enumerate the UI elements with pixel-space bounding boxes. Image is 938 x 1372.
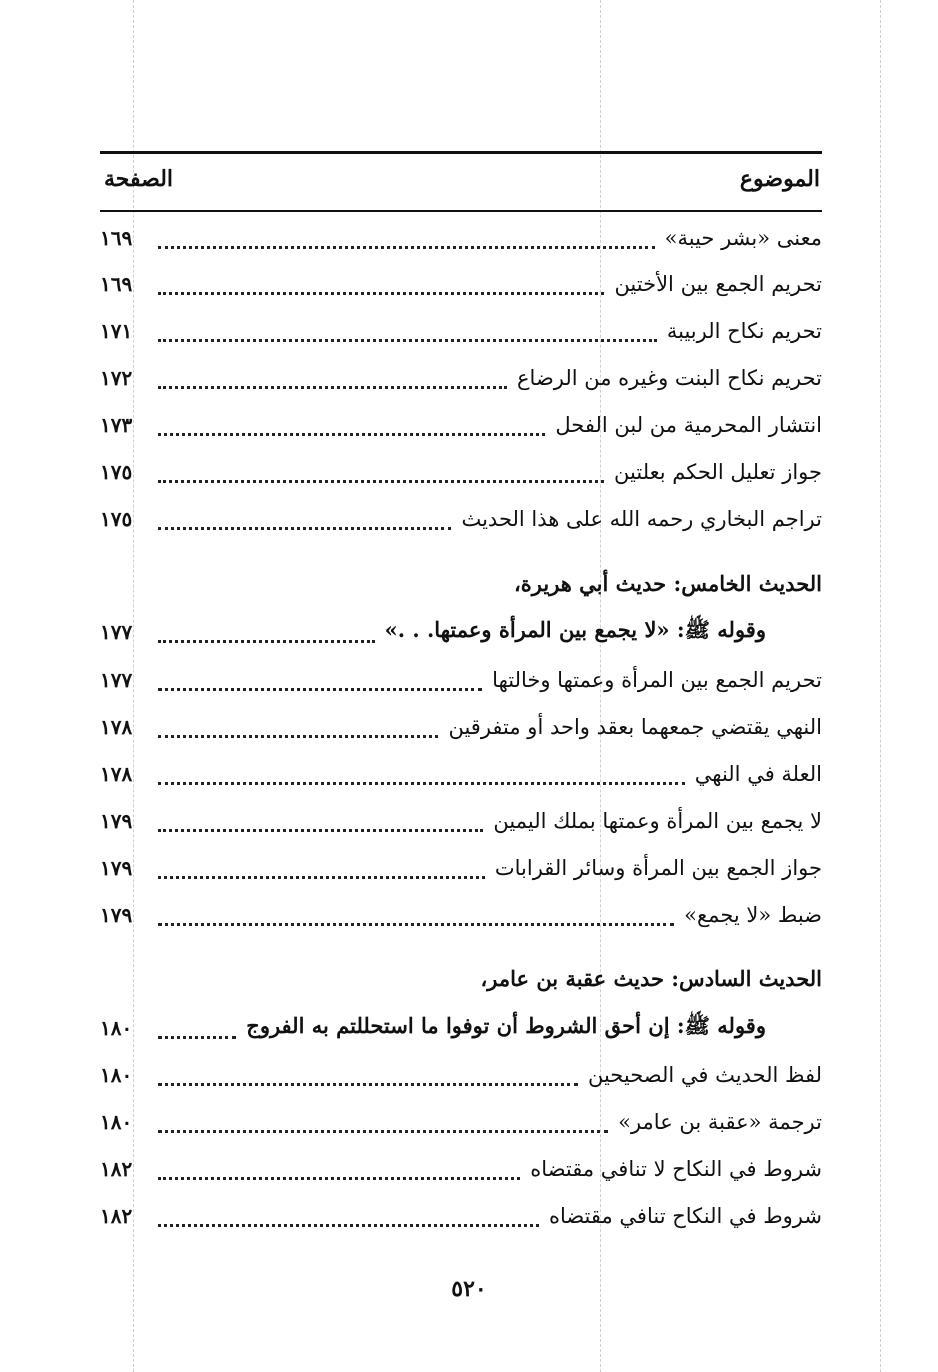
leader-dots [158,1130,608,1133]
toc-entry [100,499,822,539]
section-heading: الحديث السادس: حديث عقبة بن عامر، [480,966,822,991]
entry-title: تحريم نكاح الربيبة [666,319,822,343]
leader-dots [158,876,485,879]
header-bottom-rule [100,210,822,212]
entry-page: ١٨٢ [100,1157,133,1181]
entry-page: ١٧٨ [100,715,133,739]
entry-page: ١٧٩ [100,856,133,880]
entry-title: لا يجمع بين المرأة وعمتها بملك اليمين [493,809,822,833]
toc-entry [100,1008,822,1048]
entry-title: شروط في النكاح تنافي مقتضاه [548,1204,822,1228]
entry-page: ١٨٢ [100,1204,133,1228]
entry-page: ١٧٧ [100,668,133,692]
toc-entry [100,358,822,398]
entry-page: ١٦٩ [100,226,133,250]
toc-entry [100,1055,822,1095]
leader-dots [158,527,451,530]
leader-dots [158,1177,520,1180]
leader-dots [158,1083,578,1086]
entry-title: تحريم الجمع بين المرأة وعمتها وخالتها [492,668,822,692]
toc-entry [100,660,822,700]
leader-dots [158,246,655,249]
leader-dots [158,688,482,691]
entry-page: ١٨٠ [100,1110,133,1134]
entry-title: وقوله ﷺ: «لا يجمع بين المرأة وعمتها. . .» [384,616,766,642]
entry-title: جواز تعليل الحكم بعلتين [614,460,822,484]
entry-title: ضبط «لا يجمع» [684,903,822,927]
entry-page: ١٧٩ [100,903,133,927]
toc-entry [100,264,822,304]
entry-title: شروط في النكاح لا تنافي مقتضاه [530,1157,822,1181]
toc-entry [100,405,822,445]
toc-entry [100,452,822,492]
leader-dots [158,339,657,342]
toc-entry [100,848,822,888]
entry-page: ١٨٠ [100,1063,133,1087]
entry-title: انتشار المحرمية من لبن الفحل [555,413,822,437]
entry-title: النهي يقتضي جمعهما بعقد واحد أو متفرقين [448,715,822,739]
entry-title: تراجم البخاري رحمه الله على هذا الحديث [461,507,822,531]
entry-page: ١٧٥ [100,507,133,531]
entry-page: ١٧٢ [100,366,133,390]
entry-title: تحريم نكاح البنت وغيره من الرضاع [517,366,822,390]
scan-guide-line [880,0,881,1372]
entry-title: لفظ الحديث في الصحيحين [587,1063,822,1087]
entry-title: تحريم الجمع بين الأختين [614,272,822,296]
entry-page: ١٧٧ [100,620,133,644]
entry-page: ١٦٩ [100,272,133,296]
entry-page: ١٧٣ [100,413,133,437]
entry-page: ١٧٨ [100,762,133,786]
entry-page: ١٧٥ [100,460,133,484]
page-number: ٥٢٠ [451,1276,487,1302]
toc-entry [100,754,822,794]
toc-entry [100,801,822,841]
toc-entry [100,895,822,935]
toc-entry [100,1196,822,1236]
entry-title: العلة في النهي [694,762,822,786]
entry-title: ترجمة «عقبة بن عامر» [618,1110,822,1134]
leader-dots [158,1224,539,1227]
leader-dots [158,923,674,926]
toc-entry [100,1149,822,1189]
leader-dots [158,829,483,832]
entry-title: جواز الجمع بين المرأة وسائر القرابات [494,856,822,880]
leader-dots [158,735,438,738]
entry-title: معنى «بشر حيبة» [664,226,822,250]
leader-dots [158,292,604,295]
toc-entry [100,1102,822,1142]
entry-title: وقوله ﷺ: إن أحق الشروط أن توفوا ما استحللتم به الفروج [246,1012,766,1038]
header-top-rule [100,151,822,154]
toc-entry [100,218,822,258]
entry-page: ١٧١ [100,319,133,343]
leader-dots [158,1036,236,1039]
leader-dots [158,386,507,389]
section-heading: الحديث الخامس: حديث أبي هريرة، [513,571,822,596]
entry-page: ١٧٩ [100,809,133,833]
leader-dots [158,433,545,436]
toc-entry [100,612,822,652]
leader-dots [158,782,685,785]
leader-dots [158,640,375,643]
header-topic-label: الموضوع [739,166,820,192]
leader-dots [158,480,604,483]
header-page-label: الصفحة [104,166,174,192]
toc-entry [100,707,822,747]
entry-page: ١٨٠ [100,1016,133,1040]
toc-entry [100,311,822,351]
